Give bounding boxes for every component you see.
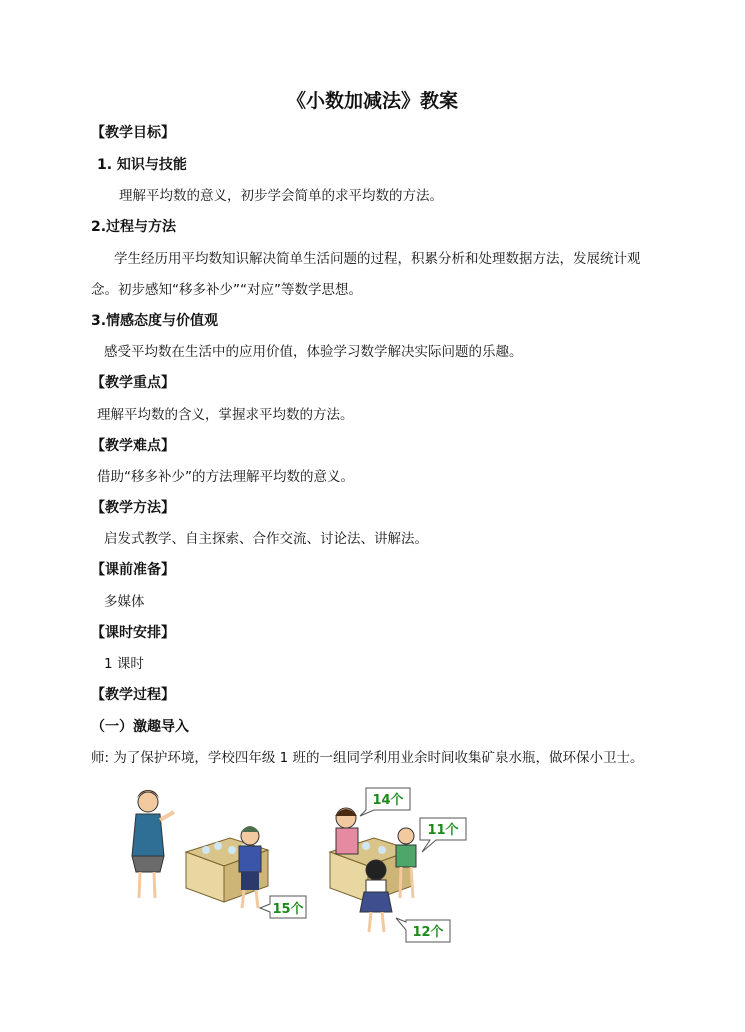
boy-figure-left [239,826,261,908]
prep-text: 多媒体 [104,594,145,610]
goal1-header: 1. 知识与技能 [97,157,187,173]
bubble-11-label: 11个 [427,823,459,838]
method-header: 【教学方法】 [91,500,175,516]
bubble-12-label: 12个 [412,925,444,940]
bubble-15-label: 15个 [272,902,304,917]
goals-header: 【教学目标】 [91,125,175,141]
goal3-header: 3.情感态度与价值观 [91,313,219,329]
schedule-header: 【课时安排】 [91,625,175,641]
bubble-11 [420,818,466,852]
goal2-text-line2: 念。初步感知“移多补少”“对应”等数学思想。 [91,282,362,298]
bubble-14 [360,788,410,816]
difficulty-text: 借助“移多补少”的方法理解平均数的意义。 [97,469,354,485]
goal1-text: 理解平均数的意义，初步学会简单的求平均数的方法。 [119,188,443,204]
process-header: 【教学过程】 [91,687,175,703]
prep-header: 【课前准备】 [91,562,175,578]
step1-header: （一）激趣导入 [91,719,189,735]
teacher-figure [132,790,174,898]
bubble-14-label: 14个 [372,793,404,808]
step1-text: 师: 为了保护环境，学校四年级 1 班的一组同学利用业余时间收集矿泉水瓶，做环保小卫士。 [91,750,644,766]
page-title: 《小数加减法》教案 [286,90,458,112]
key-points-text: 理解平均数的含义，掌握求平均数的方法。 [97,407,354,423]
goal2-header: 2.过程与方法 [91,219,177,235]
bubble-15 [260,896,306,918]
method-text: 启发式教学、自主探索、合作交流、讨论法、讲解法。 [104,531,428,547]
difficulty-header: 【教学难点】 [91,438,175,454]
schedule-text: 1 课时 [104,656,144,672]
goal2-text-line1: 学生经历用平均数知识解决简单生活问题的过程，积累分析和处理数据方法，发展统计观 [114,251,641,267]
bubble-12 [396,918,450,942]
classroom-illustration [120,780,480,945]
key-points-header: 【教学重点】 [91,375,175,391]
goal3-text: 感受平均数在生活中的应用价值，体验学习数学解决实际问题的乐趣。 [104,344,523,360]
girl-figure [335,808,358,854]
